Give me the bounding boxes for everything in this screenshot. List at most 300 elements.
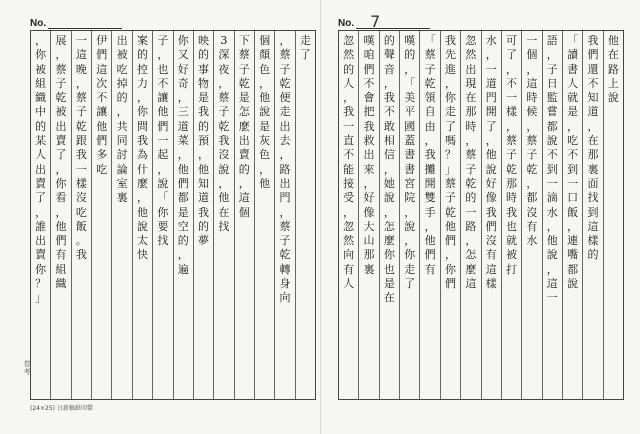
text-glyph: 到 xyxy=(567,162,579,176)
text-glyph: 可 xyxy=(506,34,518,47)
text-glyph: 便 xyxy=(279,91,291,105)
text-glyph: 下 xyxy=(238,34,250,47)
text-glyph: 這 xyxy=(526,76,538,90)
text-column xyxy=(522,31,542,399)
text-glyph: 「 xyxy=(157,191,169,205)
text-glyph: 問 xyxy=(136,119,148,133)
text-glyph: 乾 xyxy=(218,119,230,133)
text-glyph: 也 xyxy=(383,262,395,276)
text-glyph: 道 xyxy=(485,76,497,90)
text-glyph: 子 xyxy=(157,34,169,47)
text-glyph: 把 xyxy=(363,105,375,119)
text-glyph: 轉 xyxy=(279,262,291,276)
text-glyph: 那 xyxy=(465,105,477,119)
text-glyph: 都 xyxy=(546,119,558,133)
text-glyph: 又 xyxy=(177,48,189,62)
text-glyph: 不 xyxy=(157,76,169,90)
text-glyph: 個 xyxy=(526,48,538,62)
text-glyph: 我 xyxy=(343,105,355,119)
text-glyph: 們 xyxy=(157,119,169,133)
text-glyph: 展 xyxy=(55,34,67,47)
text-glyph: 他 xyxy=(55,219,67,233)
text-glyph: 室 xyxy=(116,176,128,190)
text-glyph: 個 xyxy=(259,34,271,47)
text-glyph: ， xyxy=(55,48,67,62)
text-glyph: 麼 xyxy=(465,262,477,276)
text-glyph: 院 xyxy=(404,191,416,205)
text-column xyxy=(380,31,400,399)
text-glyph: 是 xyxy=(238,91,250,105)
text-glyph: ， xyxy=(75,76,87,90)
text-glyph: 是 xyxy=(198,91,210,105)
text-glyph: 候 xyxy=(526,105,538,119)
text-glyph: 們 xyxy=(587,48,599,62)
text-column xyxy=(153,31,173,399)
text-glyph: 受 xyxy=(343,191,355,205)
text-glyph: ， xyxy=(157,48,169,62)
text-glyph: 子 xyxy=(424,62,436,76)
text-glyph: 忽 xyxy=(465,34,477,47)
text-glyph: ， xyxy=(116,105,128,119)
text-glyph: 道 xyxy=(587,105,599,119)
text-glyph: 某 xyxy=(35,134,47,148)
text-glyph: ， xyxy=(198,148,210,162)
text-glyph: 們 xyxy=(444,277,456,291)
text-glyph: ， xyxy=(177,248,189,262)
text-glyph: 這 xyxy=(238,191,250,205)
text-glyph: 吃 xyxy=(96,162,108,176)
manuscript-grid xyxy=(30,30,316,400)
text-glyph: 接 xyxy=(343,176,355,190)
text-glyph: 那 xyxy=(506,176,518,190)
text-glyph: ， xyxy=(279,205,291,219)
text-glyph: 麼 xyxy=(238,119,250,133)
text-glyph: 咱 xyxy=(363,48,375,62)
text-glyph: 說 xyxy=(136,219,148,233)
text-glyph: 的 xyxy=(198,119,210,133)
text-glyph: 路 xyxy=(279,162,291,176)
text-glyph: ， xyxy=(485,48,497,62)
text-glyph: ， xyxy=(35,34,47,47)
page-fold xyxy=(320,0,321,434)
text-glyph: 書 xyxy=(404,148,416,162)
text-glyph: 伊 xyxy=(96,34,108,47)
text-glyph: 他 xyxy=(607,34,619,47)
text-glyph: 信 xyxy=(383,148,395,162)
text-glyph: 他 xyxy=(546,234,558,248)
text-glyph: 來 xyxy=(363,162,375,176)
text-glyph: ， xyxy=(35,205,47,219)
text-glyph: 奇 xyxy=(177,76,189,90)
text-glyph: 吃 xyxy=(567,134,579,148)
text-glyph: 起 xyxy=(157,148,169,162)
text-glyph: 身 xyxy=(279,277,291,291)
text-glyph: 雙 xyxy=(424,191,436,205)
text-glyph: 走 xyxy=(299,34,311,47)
text-column xyxy=(133,31,153,399)
text-glyph: 說 xyxy=(567,277,579,291)
text-glyph: 嘆 xyxy=(404,34,416,47)
text-glyph: ， xyxy=(238,176,250,190)
margin-note: 卷考 xyxy=(23,360,31,376)
right-page xyxy=(328,0,624,434)
text-glyph: 那 xyxy=(363,248,375,262)
text-glyph: 去 xyxy=(279,134,291,148)
text-glyph: 的 xyxy=(465,191,477,205)
text-column xyxy=(339,31,359,399)
text-glyph: 他 xyxy=(424,234,436,248)
text-glyph: 飯 xyxy=(75,219,87,233)
text-glyph: 有 xyxy=(526,219,538,233)
text-glyph: 遍 xyxy=(177,262,189,276)
text-glyph: 忽 xyxy=(343,34,355,47)
text-glyph: 門 xyxy=(279,191,291,205)
text-glyph: 說 xyxy=(218,162,230,176)
text-glyph: 美 xyxy=(404,91,416,105)
text-glyph: 你 xyxy=(444,262,456,276)
text-glyph: 音 xyxy=(383,62,395,76)
text-glyph: 案 xyxy=(136,34,148,47)
text-glyph: 不 xyxy=(567,148,579,162)
text-column xyxy=(502,31,522,399)
text-glyph: 樣 xyxy=(485,277,497,291)
text-glyph: 們 xyxy=(177,176,189,190)
text-glyph: 我 xyxy=(363,119,375,133)
text-glyph: 語 xyxy=(546,34,558,47)
text-glyph: 我 xyxy=(383,91,395,105)
text-glyph: 的 xyxy=(343,62,355,76)
text-column xyxy=(583,31,603,399)
text-glyph: 我 xyxy=(198,105,210,119)
text-glyph: 裏 xyxy=(363,262,375,276)
page-number-value: 7 xyxy=(370,12,381,31)
text-glyph: 人 xyxy=(343,76,355,90)
text-column xyxy=(194,31,214,399)
page-number-line xyxy=(48,18,122,29)
text-glyph: 還 xyxy=(587,62,599,76)
text-glyph: 中 xyxy=(35,105,47,119)
text-glyph: 乾 xyxy=(424,76,436,90)
text-glyph: 控 xyxy=(136,62,148,76)
text-glyph: 你 xyxy=(177,34,189,47)
text-glyph: 出 xyxy=(279,119,291,133)
text-column xyxy=(51,31,71,399)
text-glyph: 沒 xyxy=(75,191,87,205)
text-glyph: 蔡 xyxy=(55,62,67,76)
text-column xyxy=(420,31,440,399)
text-glyph: 山 xyxy=(363,234,375,248)
text-glyph: 出 xyxy=(465,62,477,76)
text-glyph: 的 xyxy=(35,119,47,133)
text-glyph: 的 xyxy=(238,162,250,176)
text-glyph: 不 xyxy=(343,148,355,162)
text-glyph: 要 xyxy=(157,219,169,233)
text-glyph: 色 xyxy=(259,148,271,162)
text-glyph: 「 xyxy=(404,76,416,90)
text-glyph: ， xyxy=(136,191,148,205)
text-glyph: ， xyxy=(546,219,558,233)
text-glyph: 直 xyxy=(343,134,355,148)
text-glyph: 時 xyxy=(506,191,518,205)
text-glyph: 攤 xyxy=(424,162,436,176)
text-glyph: 我 xyxy=(587,34,599,47)
text-glyph: ， xyxy=(546,262,558,276)
text-glyph: 他 xyxy=(485,148,497,162)
text-glyph: ， xyxy=(136,91,148,105)
text-column xyxy=(235,31,255,399)
text-glyph: 們 xyxy=(363,62,375,76)
text-glyph: ， xyxy=(444,76,456,90)
text-glyph: 樣 xyxy=(506,105,518,119)
text-glyph: 嘗 xyxy=(546,105,558,119)
text-glyph: ， xyxy=(55,205,67,219)
text-glyph: 就 xyxy=(567,91,579,105)
text-glyph: 乾 xyxy=(526,162,538,176)
text-glyph: 在 xyxy=(607,48,619,62)
page-number-prefix: No. xyxy=(338,18,355,29)
text-glyph: ， xyxy=(485,134,497,148)
text-glyph: 平 xyxy=(404,105,416,119)
text-glyph: ， xyxy=(55,162,67,176)
text-glyph: 我 xyxy=(444,34,456,47)
text-glyph: 然 xyxy=(343,234,355,248)
text-glyph: 們 xyxy=(55,234,67,248)
text-glyph: 不 xyxy=(546,148,558,162)
text-glyph: 同 xyxy=(116,134,128,148)
text-glyph: 們 xyxy=(96,134,108,148)
text-glyph: 乾 xyxy=(279,248,291,262)
text-glyph: 乾 xyxy=(75,119,87,133)
text-glyph: 聲 xyxy=(383,48,395,62)
text-glyph: 們 xyxy=(96,48,108,62)
text-glyph: 好 xyxy=(485,176,497,190)
text-glyph: 是 xyxy=(177,205,189,219)
text-glyph: 開 xyxy=(485,105,497,119)
text-glyph: 三 xyxy=(177,105,189,119)
text-glyph: 蔡 xyxy=(279,48,291,62)
text-glyph: 我 xyxy=(218,134,230,148)
text-glyph: 有 xyxy=(424,262,436,276)
text-glyph: 空 xyxy=(177,219,189,233)
page-number-prefix: No. xyxy=(30,18,47,29)
text-glyph: 們 xyxy=(485,219,497,233)
text-glyph: 敢 xyxy=(383,119,395,133)
text-glyph: 路 xyxy=(465,219,477,233)
text-glyph: 怎 xyxy=(238,105,250,119)
text-glyph: 吃 xyxy=(75,205,87,219)
text-glyph: 沒 xyxy=(218,148,230,162)
text-glyph: 相 xyxy=(383,134,395,148)
text-glyph: ， xyxy=(259,76,271,90)
text-glyph: 子 xyxy=(444,191,456,205)
text-glyph: ， xyxy=(526,62,538,76)
text-glyph: 們 xyxy=(424,248,436,262)
text-column xyxy=(563,31,583,399)
text-glyph: 人 xyxy=(343,277,355,291)
text-glyph: 你 xyxy=(404,248,416,262)
text-glyph: 門 xyxy=(485,91,497,105)
text-glyph: ， xyxy=(383,205,395,219)
page-number-label xyxy=(30,18,122,29)
text-glyph: 日 xyxy=(546,76,558,90)
text-glyph: ， xyxy=(404,205,416,219)
text-glyph: ， xyxy=(177,91,189,105)
page-number-line xyxy=(356,12,430,31)
left-page xyxy=(20,0,316,434)
text-glyph: 了 xyxy=(485,119,497,133)
text-glyph: 乾 xyxy=(444,205,456,219)
text-glyph: 乾 xyxy=(506,162,518,176)
text-glyph: 走 xyxy=(279,105,291,119)
text-glyph: 他 xyxy=(157,105,169,119)
text-column xyxy=(296,31,315,399)
text-glyph: 夢 xyxy=(198,234,210,248)
text-glyph: 這 xyxy=(75,48,87,62)
text-glyph: 找 xyxy=(218,219,230,233)
text-glyph: 一 xyxy=(546,291,558,305)
text-glyph: 都 xyxy=(177,191,189,205)
text-glyph: 就 xyxy=(506,234,518,248)
text-glyph: 不 xyxy=(506,76,518,90)
text-glyph: 的 xyxy=(587,248,599,262)
text-glyph: ， xyxy=(383,162,395,176)
text-glyph: 先 xyxy=(444,48,456,62)
text-glyph: 深 xyxy=(218,48,230,62)
text-glyph: 說 xyxy=(383,191,395,205)
text-glyph: 麼 xyxy=(136,176,148,190)
text-glyph: 口 xyxy=(567,191,579,205)
text-glyph: 子 xyxy=(506,148,518,162)
text-glyph: 出 xyxy=(35,234,47,248)
text-glyph: 乾 xyxy=(238,76,250,90)
text-glyph: 晚 xyxy=(75,62,87,76)
text-glyph: ， xyxy=(404,62,416,76)
text-glyph: 賣 xyxy=(55,134,67,148)
text-glyph: ， xyxy=(157,162,169,176)
text-glyph: ， xyxy=(424,219,436,233)
text-column xyxy=(543,31,563,399)
text-glyph: 這 xyxy=(96,62,108,76)
text-glyph: 被 xyxy=(506,248,518,262)
text-glyph: ， xyxy=(506,119,518,133)
text-glyph: 也 xyxy=(157,62,169,76)
text-glyph: 一 xyxy=(567,176,579,190)
text-glyph: 是 xyxy=(259,119,271,133)
text-glyph: 了 xyxy=(35,191,47,205)
text-glyph: 道 xyxy=(198,191,210,205)
text-glyph: 的 xyxy=(198,219,210,233)
text-glyph: 我 xyxy=(198,205,210,219)
text-glyph: 物 xyxy=(198,76,210,90)
text-glyph: 會 xyxy=(363,91,375,105)
text-glyph: 在 xyxy=(587,134,599,148)
text-glyph: 賣 xyxy=(238,148,250,162)
text-glyph: 現 xyxy=(465,76,477,90)
text-glyph: ， xyxy=(444,248,456,262)
text-glyph: ， xyxy=(343,205,355,219)
text-glyph: 一 xyxy=(485,62,497,76)
text-glyph: 怎 xyxy=(383,219,395,233)
text-glyph: 都 xyxy=(526,191,538,205)
text-glyph: 出 xyxy=(238,134,250,148)
text-glyph: 你 xyxy=(35,262,47,276)
text-glyph: 監 xyxy=(546,91,558,105)
text-glyph: 一 xyxy=(465,205,477,219)
text-glyph: 了 xyxy=(299,48,311,62)
text-glyph: 看 xyxy=(55,191,67,205)
text-glyph: ？ xyxy=(444,148,456,162)
text-column xyxy=(359,31,379,399)
text-glyph: 由 xyxy=(424,119,436,133)
text-glyph: 水 xyxy=(526,234,538,248)
text-glyph: 沒 xyxy=(485,234,497,248)
text-glyph: 了 xyxy=(444,119,456,133)
text-glyph: 乾 xyxy=(55,91,67,105)
text-glyph: ， xyxy=(218,76,230,90)
text-column xyxy=(72,31,92,399)
text-glyph: 蔡 xyxy=(465,148,477,162)
text-glyph: 子 xyxy=(238,62,250,76)
text-glyph: 出 xyxy=(363,148,375,162)
text-column xyxy=(604,31,623,399)
page-number-label xyxy=(338,12,430,31)
text-glyph: 出 xyxy=(55,119,67,133)
text-glyph: ， xyxy=(526,176,538,190)
text-glyph: 人 xyxy=(35,148,47,162)
text-glyph: 蔡 xyxy=(75,91,87,105)
text-glyph: 一 xyxy=(343,119,355,133)
text-glyph: 子 xyxy=(279,62,291,76)
text-glyph: 到 xyxy=(546,162,558,176)
text-glyph: 掉 xyxy=(116,76,128,90)
text-glyph: 嘆 xyxy=(363,34,375,47)
text-glyph: 了 xyxy=(404,277,416,291)
text-glyph: 自 xyxy=(424,105,436,119)
text-glyph: 然 xyxy=(343,48,355,62)
text-glyph: 了 xyxy=(506,48,518,62)
text-glyph: 路 xyxy=(607,62,619,76)
text-glyph: 那 xyxy=(587,148,599,162)
text-glyph: 我 xyxy=(75,248,87,262)
text-glyph: 組 xyxy=(35,76,47,90)
text-glyph: ， xyxy=(383,76,395,90)
text-glyph: 子 xyxy=(526,148,538,162)
text-glyph: 道 xyxy=(177,119,189,133)
text-glyph: 蔡 xyxy=(444,176,456,190)
text-glyph: 3 xyxy=(220,34,228,47)
text-glyph: 開 xyxy=(424,176,436,190)
text-glyph: 菜 xyxy=(177,134,189,148)
text-glyph: ， xyxy=(526,119,538,133)
text-glyph: 不 xyxy=(363,76,375,90)
text-glyph: 力 xyxy=(136,76,148,90)
text-glyph: 我 xyxy=(136,134,148,148)
text-glyph: 水 xyxy=(485,34,497,47)
text-glyph: 跟 xyxy=(75,134,87,148)
text-glyph: 被 xyxy=(116,48,128,62)
text-glyph: 一 xyxy=(526,34,538,47)
text-column xyxy=(482,31,502,399)
text-glyph: 嘴 xyxy=(567,248,579,262)
text-glyph: ， xyxy=(465,234,477,248)
text-glyph: 書 xyxy=(404,162,416,176)
text-glyph: 共 xyxy=(116,119,128,133)
text-glyph: 好 xyxy=(363,191,375,205)
text-glyph: 國 xyxy=(404,119,416,133)
text-glyph: 裏 xyxy=(587,162,599,176)
text-glyph: ， xyxy=(279,34,291,47)
text-column xyxy=(214,31,234,399)
